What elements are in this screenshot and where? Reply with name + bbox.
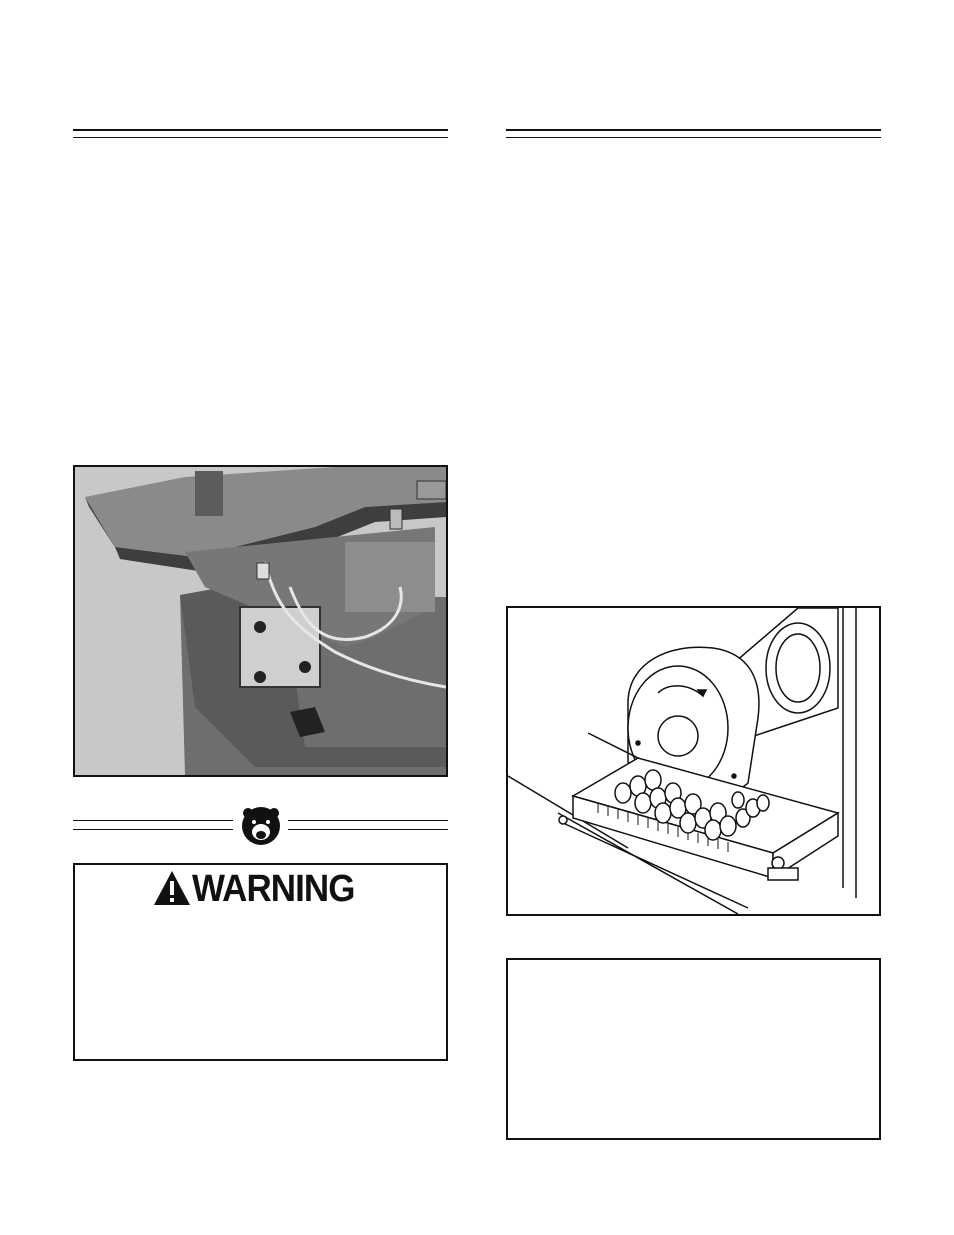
grinder-illustration-frame <box>506 606 881 916</box>
warning-title-text: WARNING <box>192 868 355 910</box>
left-header-rule-thin <box>73 137 448 138</box>
warning-triangle-icon <box>152 869 192 915</box>
right-header-rule <box>506 129 881 131</box>
divider-line-left-2 <box>73 829 233 830</box>
divider-line-right-1 <box>288 820 448 821</box>
warning-box <box>73 863 448 1061</box>
left-header-rule <box>73 129 448 131</box>
grinding-wheel-magnetic-chuck-illustration <box>508 608 879 914</box>
machine-photo-frame <box>73 465 448 777</box>
divider-line-right-2 <box>288 829 448 830</box>
machine-underside-photo <box>75 467 446 775</box>
right-header-rule-thin <box>506 137 881 138</box>
grizzly-bear-logo-icon <box>240 805 282 847</box>
note-box <box>506 958 881 1140</box>
warning-title <box>75 869 446 915</box>
divider-line-left-1 <box>73 820 233 821</box>
